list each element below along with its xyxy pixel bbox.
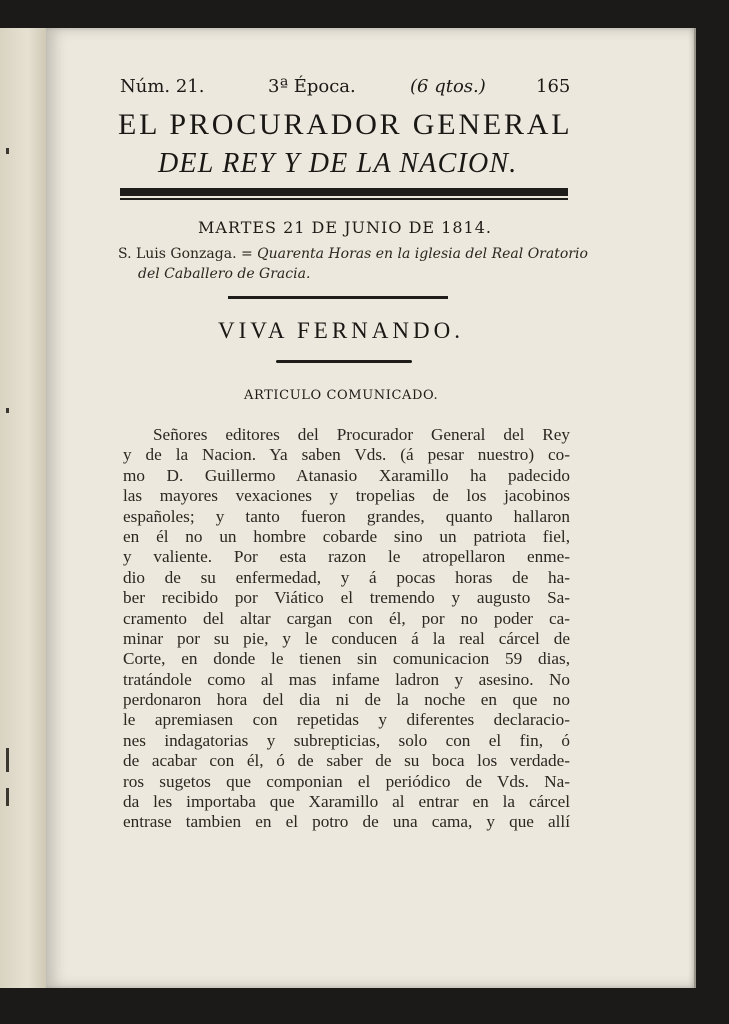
page-header — [120, 76, 572, 104]
facing-page-mark — [6, 148, 9, 154]
facing-page-mark — [6, 788, 9, 806]
article-line: en él no un hombre cobarde sino un patriota fiel, — [123, 526, 570, 546]
article-line: ros sugetos que componian el periódico de Vds. Na- — [123, 771, 570, 791]
saint-notice-text: Quarenta Horas en la iglesia del Real Oratorio — [257, 246, 588, 262]
article-line: perdonaron hora del dia ni de la noche en que no — [123, 690, 570, 710]
section-rule — [228, 296, 448, 299]
article-body — [123, 425, 570, 833]
article-line: mo D. Guillermo Atanasio Xaramillo ha padecido — [123, 465, 570, 485]
article-heading: ARTICULO COMUNICADO. — [244, 388, 439, 403]
facing-page-mark — [6, 408, 9, 413]
article-line: y valiente. Por esta razon le atropellaron enme- — [123, 547, 570, 567]
article-line: Corte, en donde le tienen sin comunicacion 59 dias, — [123, 649, 570, 669]
masthead-subtitle: DEL REY Y DE LA NACION. — [158, 148, 518, 179]
motto-rule — [276, 360, 412, 363]
page-number: 165 — [536, 76, 571, 97]
facing-page-edge — [0, 28, 47, 988]
article-line: españoles; y tanto fueron grandes, quanto hallaron — [123, 506, 570, 526]
article-line: las mayores vexaciones y tropelias de los jacobinos — [123, 486, 570, 506]
epoch-label: 3ª Época. — [268, 76, 356, 97]
article-line: le apremiasen con repetidas y diferentes declaracio- — [123, 710, 570, 730]
article-line: cramento del altar cargan con él, por no poder ca- — [123, 608, 570, 628]
saint-name: S. Luis Gonzaga. = — [118, 246, 258, 262]
masthead-title: EL PROCURADOR GENERAL — [118, 108, 573, 141]
price-label: (6 qtos.) — [410, 76, 486, 97]
article-line: minar por su pie, y le conducen á la real cárcel de — [123, 628, 570, 648]
article-line: nes indagatorias y subrepticias, solo con el fin, ó — [123, 730, 570, 750]
article-line: da les importaba que Xaramillo al entrar en la cárcel — [123, 792, 570, 812]
article-line: entrase tambien en el potro de una cama, y que allí — [123, 812, 570, 832]
article-line: ber recibido por Viático el tremendo y augusto Sa- — [123, 588, 570, 608]
article-line: tratándole como al mas infame ladron y asesino. No — [123, 669, 570, 689]
article-line: y de la Nacion. Ya saben Vds. (á pesar nuestro) co- — [123, 445, 570, 465]
article-line: dio de su enfermedad, y á pocas horas de ha- — [123, 567, 570, 587]
issue-date: MARTES 21 DE JUNIO DE 1814. — [198, 218, 492, 237]
saint-notice-line-1 — [118, 244, 588, 264]
saint-notice-line-2: del Caballero de Gracia. — [138, 266, 311, 282]
article-line: Señores editores del Procurador General del Rey — [153, 425, 570, 444]
article-line: de acabar con él, ó de saber de su boca los verdade- — [123, 751, 570, 771]
motto: VIVA FERNANDO. — [218, 318, 464, 343]
facing-page-mark — [6, 748, 9, 772]
saint-notice — [118, 244, 588, 284]
issue-number: Núm. 21. — [120, 76, 205, 97]
masthead-rule — [120, 188, 568, 196]
